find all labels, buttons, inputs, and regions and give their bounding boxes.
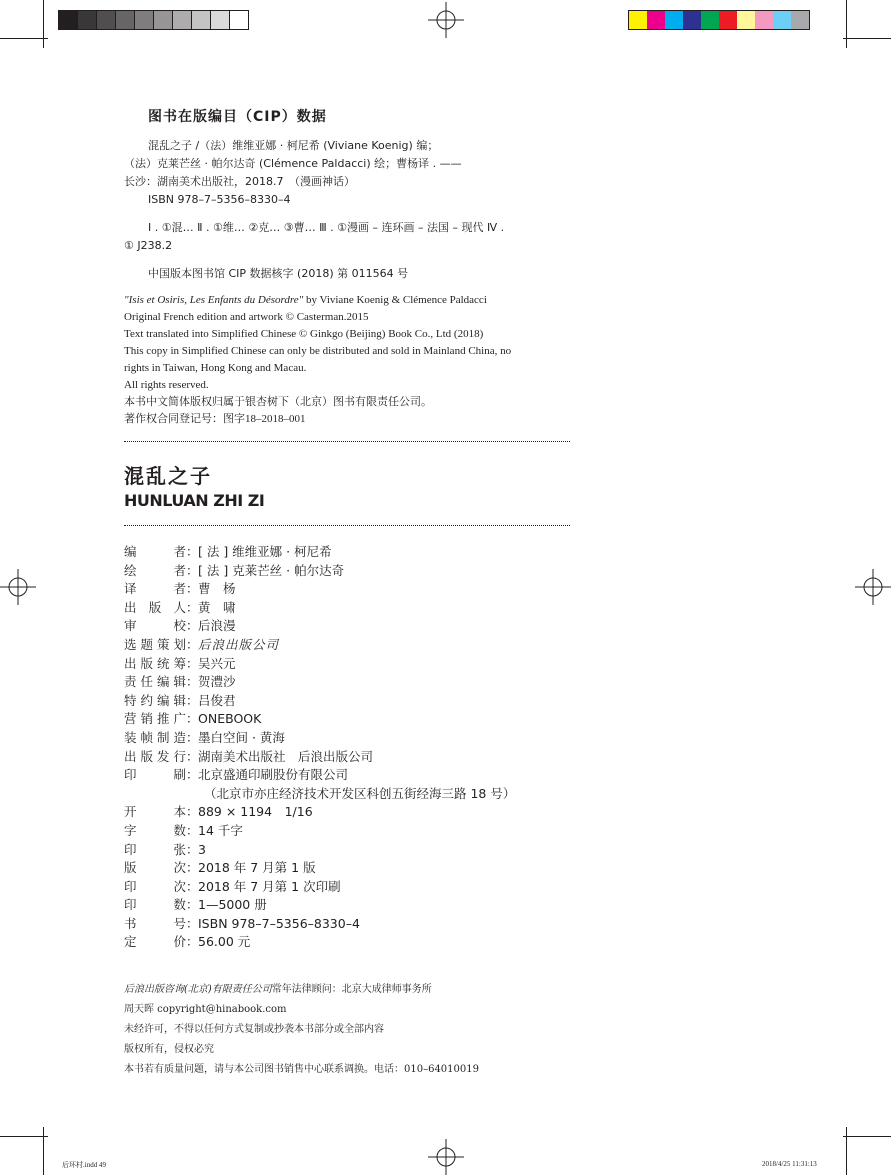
credit-row: [124, 655, 515, 674]
credit-colon: [192, 785, 204, 804]
credit-row: [124, 710, 515, 729]
credit-label: 编 者: [124, 544, 186, 559]
cip-number: 中国版本图书馆 CIP 数据核字 (2018) 第 011564 号: [148, 267, 409, 280]
copyright-line-cn: 本书中文简体版权归属于银杏树下（北京）图书有限责任公司。: [124, 396, 432, 408]
publisher-script-logo: 后浪出版咨询(北京)有限责任公司: [124, 984, 272, 995]
credit-row: [124, 896, 515, 915]
copyright-notice: [124, 292, 574, 428]
legal-advisor: 常年法律顾问：北京大成律师事务所: [271, 984, 432, 995]
credit-label: 出版发行: [124, 748, 186, 764]
color-swatch: [665, 11, 683, 29]
credit-colon: ：: [186, 915, 199, 931]
original-title: "Isis et Osiris, Les Enfants du Désordre": [124, 294, 304, 306]
credit-colon: ：: [186, 636, 199, 652]
original-authors: by Viviane Koenig & Clémence Paldacci: [303, 294, 487, 306]
cip-isbn: ISBN 978–7–5356–8330–4: [148, 193, 291, 206]
credit-label: 定 价: [124, 934, 186, 950]
credit-row: [124, 543, 515, 562]
credit-value: [ 法 ] 克莱芒丝 · 帕尔达奇: [198, 562, 345, 578]
rights-notice: 版权所有，侵权必究: [124, 1044, 214, 1055]
divider: [124, 525, 570, 526]
gray-swatch: [154, 11, 173, 29]
color-swatch: [773, 11, 791, 29]
credit-label: 印 次: [124, 878, 186, 894]
credit-value: （北京市亦庄经济技术开发区科创五街经海三路 18 号）: [204, 785, 516, 801]
credit-label: 版 次: [124, 860, 186, 876]
credit-value: 吴兴元: [198, 655, 236, 671]
gray-swatch: [116, 11, 135, 29]
credit-colon: ：: [186, 878, 199, 894]
credit-value: 墨白空间 · 黄海: [198, 729, 285, 745]
credit-label: 责任编辑: [124, 674, 186, 690]
credit-label: 印 数: [124, 897, 186, 913]
credit-value: 56.00 元: [198, 934, 251, 950]
gray-swatch: [230, 11, 248, 29]
credit-value: 后浪漫: [198, 618, 236, 634]
credit-label: 出版统筹: [124, 655, 186, 671]
credit-colon: ：: [186, 841, 199, 857]
slug-timestamp: 2018/4/25 11:31:13: [762, 1160, 817, 1168]
credit-label: 选题策划: [124, 636, 186, 652]
gray-swatch: [135, 11, 154, 29]
credit-row: [124, 859, 515, 878]
credit-colon: ：: [186, 767, 199, 783]
divider: [124, 441, 570, 442]
credit-colon: ：: [186, 618, 199, 634]
gray-swatch: [78, 11, 97, 29]
credit-colon: ：: [186, 544, 199, 559]
credit-colon: ：: [186, 897, 199, 913]
credit-row: [124, 766, 515, 785]
credit-row: [124, 803, 515, 822]
book-title-pinyin: HUNLUAN ZHI ZI: [124, 491, 265, 510]
registration-mark-right-icon: [855, 569, 891, 605]
credit-colon: ：: [186, 692, 199, 708]
registration-mark-top-icon: [428, 2, 464, 38]
credit-label: [124, 785, 192, 804]
credit-colon: ：: [186, 674, 199, 690]
color-swatch: [647, 11, 665, 29]
credit-label: 出 版 人: [124, 599, 186, 615]
credit-label: 字 数: [124, 822, 186, 838]
color-swatch: [701, 11, 719, 29]
credit-value: 贺澧沙: [198, 674, 236, 690]
credit-colon: ：: [186, 655, 199, 671]
credit-label: 书 号: [124, 915, 186, 931]
gray-swatch: [192, 11, 211, 29]
credit-colon: ：: [186, 711, 199, 727]
color-swatch: [683, 11, 701, 29]
credit-value: 889 × 1194 1/16: [198, 804, 313, 820]
credit-row: [124, 785, 515, 804]
credit-row: [124, 822, 515, 841]
credit-row: [124, 562, 515, 581]
copyright-line: All rights reserved.: [124, 379, 209, 391]
registration-mark-bottom-icon: [428, 1139, 464, 1175]
gray-swatch: [211, 11, 230, 29]
gray-swatch: [173, 11, 192, 29]
quality-notice: 本书若有质量问题，请与本公司图书销售中心联系调换。电话：010–64010019: [124, 1064, 479, 1075]
credit-value: ONEBOOK: [198, 711, 262, 727]
credit-row: [124, 692, 515, 711]
credit-value: 后浪出版公司: [198, 636, 280, 652]
credit-row: [124, 636, 515, 655]
book-title: 混乱之子: [124, 464, 212, 488]
credits-list: [124, 543, 515, 952]
credit-row: [124, 580, 515, 599]
cip-classification: Ⅰ . ①混… Ⅱ . ①维… ②克… ③曹… Ⅲ . ①漫画 – 连环画 – 法国 – 现代 Ⅳ .: [148, 221, 505, 234]
footer-notes: [124, 980, 479, 1080]
credit-value: 2018 年 7 月第 1 次印刷: [198, 878, 341, 894]
credit-colon: ：: [186, 804, 199, 820]
credit-colon: ：: [186, 822, 199, 838]
credit-row: [124, 748, 515, 767]
gray-swatch: [97, 11, 116, 29]
credit-label: 营销推广: [124, 711, 186, 727]
credit-row: [124, 933, 515, 952]
credit-label: 译 者: [124, 581, 186, 597]
cip-classification-cont: ① J238.2: [124, 239, 173, 252]
color-swatch: [755, 11, 773, 29]
cip-title: 图书在版编目（CIP）数据: [148, 109, 327, 125]
credit-row: [124, 673, 515, 692]
credit-value: 黄 啸: [198, 599, 236, 615]
copyright-line: Original French edition and artwork © Casterman.2015: [124, 311, 369, 323]
copyright-line: This copy in Simplified Chinese can only be distributed and sold in Mainland China, no: [124, 345, 512, 357]
credit-row: [124, 878, 515, 897]
credit-colon: ：: [186, 562, 199, 578]
credit-value: ISBN 978–7–5356–8330–4: [198, 915, 360, 931]
reproduction-notice: 未经许可，不得以任何方式复制或抄袭本书部分或全部内容: [124, 1024, 384, 1035]
credit-colon: ：: [186, 729, 199, 745]
credit-value: 1—5000 册: [198, 897, 267, 913]
credit-colon: ：: [186, 860, 199, 876]
credit-label: 特约编辑: [124, 692, 186, 708]
copyright-line: rights in Taiwan, Hong Kong and Macau.: [124, 362, 307, 374]
contract-registration: 著作权合同登记号：图字18–2018–001: [124, 413, 306, 425]
color-swatch: [737, 11, 755, 29]
color-swatch: [791, 11, 809, 29]
credit-row: [124, 915, 515, 934]
credit-label: 印 张: [124, 841, 186, 857]
credit-label: 装帧制造: [124, 729, 186, 745]
registration-mark-left-icon: [0, 569, 36, 605]
credit-colon: ：: [186, 748, 199, 764]
credit-colon: ：: [186, 934, 199, 950]
copyright-line: Text translated into Simplified Chinese © Ginkgo (Beijing) Book Co., Ltd (2018): [124, 328, 484, 340]
cip-line: （法）克莱芒丝 · 帕尔达奇 (Clémence Paldacci) 绘；曹杨译 . ——: [124, 157, 462, 170]
cip-line: 混乱之子 /（法）维维亚娜 · 柯尼希 (Viviane Koenig) 编；: [148, 139, 439, 152]
credit-label: 开 本: [124, 804, 186, 820]
credit-value: 14 千字: [198, 822, 243, 838]
gray-swatch: [59, 11, 78, 29]
credit-value: 北京盛通印刷股份有限公司: [198, 767, 349, 783]
credit-row: [124, 841, 515, 860]
credit-value: 湖南美术出版社 后浪出版公司: [198, 748, 374, 764]
grayscale-bar: [58, 10, 249, 30]
color-bar: [628, 10, 810, 30]
credit-colon: ：: [186, 599, 199, 615]
credit-value: 2018 年 7 月第 1 版: [198, 860, 316, 876]
color-swatch: [719, 11, 737, 29]
cip-record: [124, 137, 588, 283]
credit-label: 印 刷: [124, 767, 186, 783]
credit-value: 3: [198, 841, 206, 857]
color-swatch: [629, 11, 647, 29]
credit-row: [124, 599, 515, 618]
credit-label: 绘 者: [124, 562, 186, 578]
cip-line: 长沙：湖南美术出版社，2018.7 （漫画神话）: [124, 175, 355, 188]
credit-label: 审 校: [124, 618, 186, 634]
slug-filename: 后环村.indd 49: [62, 1161, 106, 1169]
credit-colon: ：: [186, 581, 199, 597]
credit-value: 吕俊君: [198, 692, 236, 708]
credit-value: 曹 杨: [198, 581, 236, 597]
credit-row: [124, 617, 515, 636]
contact-line: 周天晖 copyright@hinabook.com: [124, 1004, 287, 1015]
credit-row: [124, 729, 515, 748]
credit-value: [ 法 ] 维维亚娜 · 柯尼希: [198, 544, 332, 559]
